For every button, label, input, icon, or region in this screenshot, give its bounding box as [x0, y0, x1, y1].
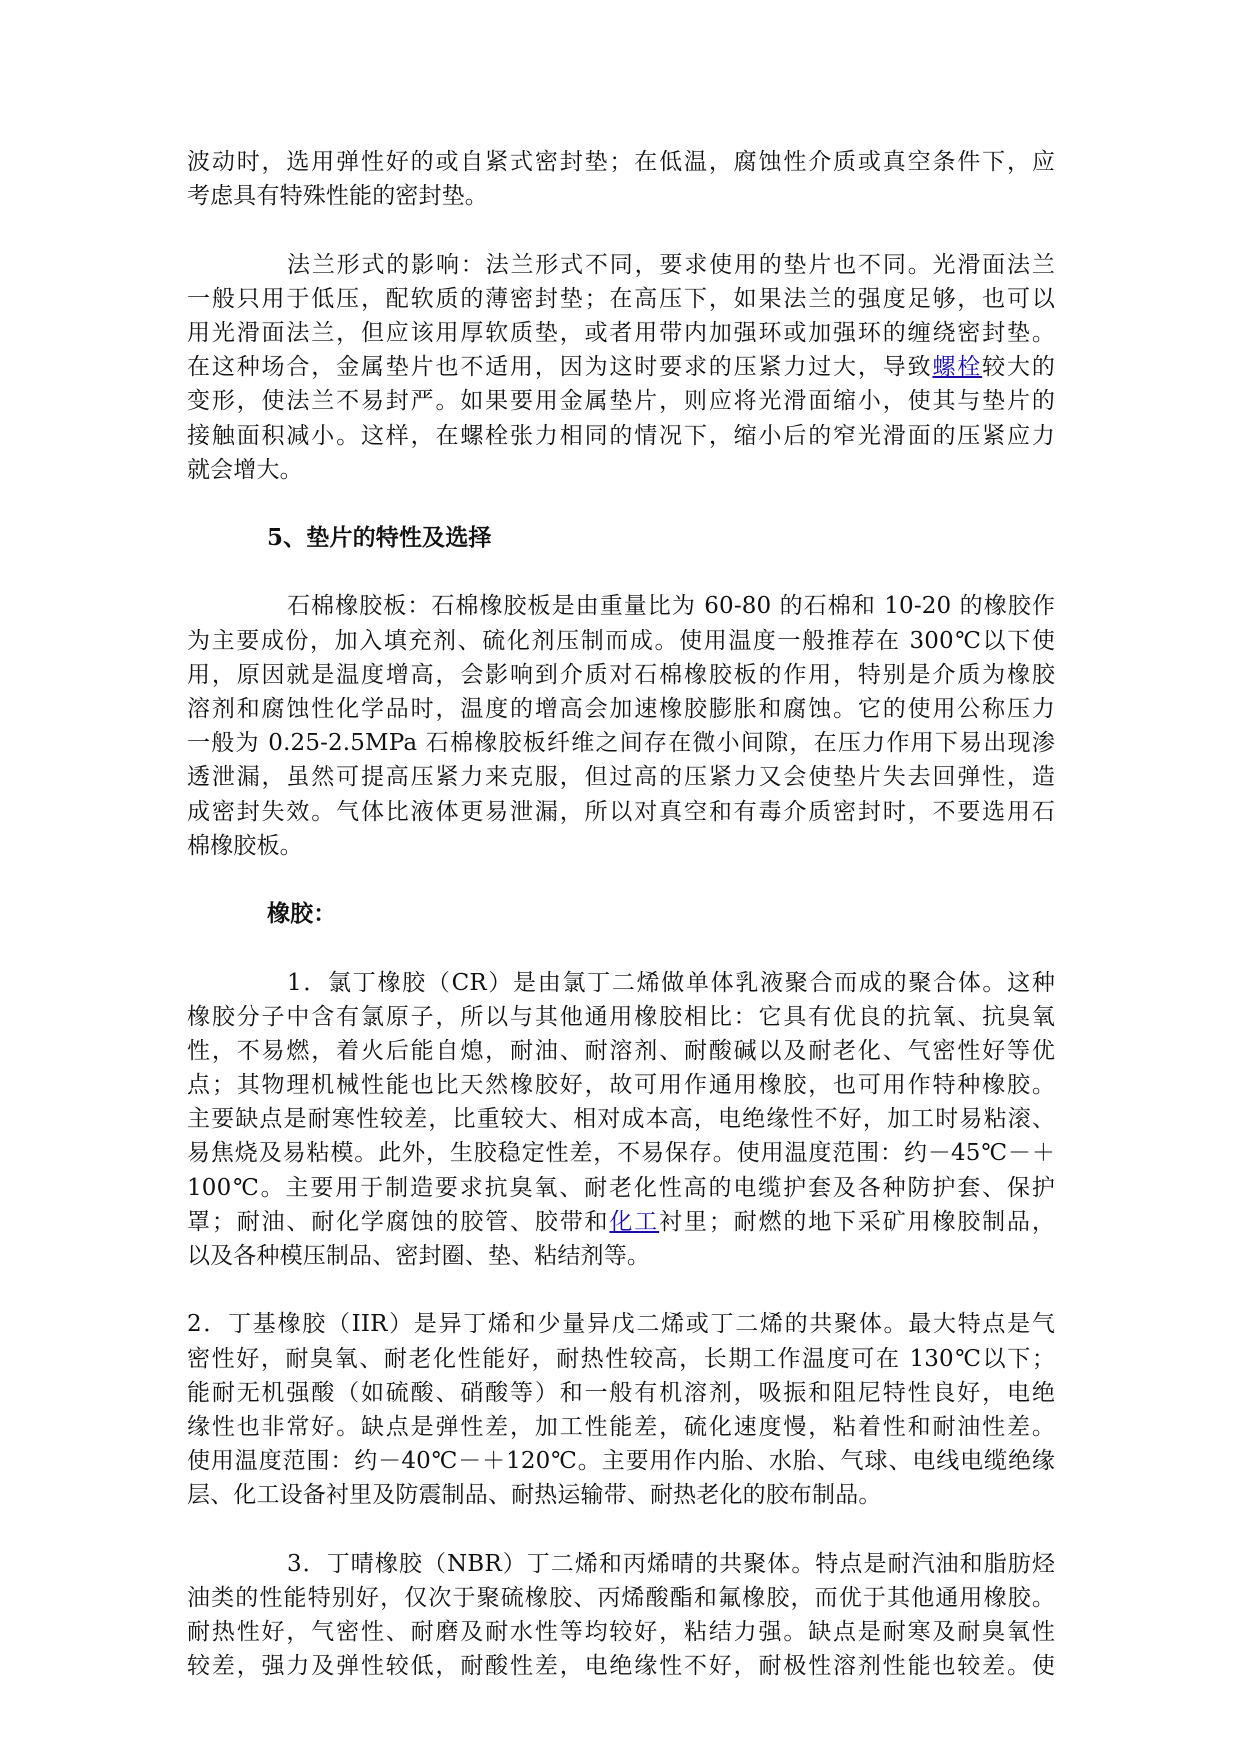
text-line: 波动时，选用弹性好的或自紧式密封垫；在低温，腐蚀性介质或真空条件下，应: [187, 149, 1055, 175]
paragraph-butyl-rubber: [187, 1307, 1055, 1512]
subsection-heading: 橡胶：: [267, 900, 337, 928]
text-line: 缘性也非常好。缺点是弹性差，加工性能差，硫化速度慢，粘着性和耐油性差。: [187, 1413, 1055, 1440]
text-line: 棉橡胶板。: [187, 832, 303, 859]
text-line: 2．丁基橡胶（IIR）是异丁烯和少量异戊二烯或丁二烯的共聚体。最大特点是气: [187, 1311, 1055, 1338]
text-line: 成密封失效。气体比液体更易泄漏，所以对真空和有毒介质密封时，不要选用石: [187, 798, 1055, 825]
chemical-industry-link[interactable]: 化工: [609, 1208, 660, 1235]
text-run: 衬里；耐燃的地下采矿用橡胶制品，: [659, 1208, 1055, 1235]
text-run: 在这种场合，金属垫片也不适用，因为这时要求的压紧力过大，导致: [187, 354, 933, 381]
text-line: 变形，使法兰不易封严。如果要用金属垫片，则应将光滑面缩小，使其与垫片的: [187, 388, 1055, 415]
section-heading: 5、垫片的特性及选择: [267, 524, 492, 552]
text-run: 较大的: [982, 354, 1056, 381]
text-line: 使用温度范围：约－40℃－＋120℃。主要用作内胎、水胎、气球、电线电缆绝缘: [187, 1448, 1055, 1475]
text-line: 油类的性能特别好，仅次于聚硫橡胶、丙烯酸酯和氟橡胶，而优于其他通用橡胶。: [187, 1584, 1055, 1611]
text-line: 用，原因就是温度增高，会影响到介质对石棉橡胶板的作用，特别是介质为橡胶: [187, 661, 1055, 688]
text-line: 3．丁晴橡胶（NBR）丁二烯和丙烯晴的共聚体。特点是耐汽油和脂肪烃: [287, 1550, 1055, 1577]
text-line: 接触面积减小。这样，在螺栓张力相同的情况下，缩小后的窄光滑面的压紧应力: [187, 422, 1055, 449]
text-line: 能耐无机强酸（如硫酸、硝酸等）和一般有机溶剂，吸振和阻尼特性良好，电绝: [187, 1379, 1055, 1406]
text-line: 石棉橡胶板：石棉橡胶板是由重量比为 60-80 的石棉和 10-20 的橡胶作: [287, 593, 1055, 620]
text-line: 橡胶分子中含有氯原子，所以与其他通用橡胶相比：它具有优良的抗氧、抗臭氧: [187, 1003, 1055, 1030]
text-line: 以及各种模压制品、密封圈、垫、粘结剂等。: [187, 1243, 650, 1269]
paragraph-nitrile-rubber: [187, 1547, 1055, 1684]
paragraph-seal-selection: [187, 145, 1055, 213]
document-page: [187, 145, 1055, 1683]
text-run: 罩；耐油、耐化学腐蚀的胶管、胶带和: [187, 1208, 610, 1235]
paragraph-flange-form: [187, 248, 1055, 487]
text-line: 一般只用于低压，配软质的薄密封垫；在高压下，如果法兰的强度足够，也可以: [187, 285, 1055, 312]
text-line: 耐热性好，气密性、耐磨及耐水性等均较好，粘结力强。缺点是耐寒及耐臭氧性: [187, 1619, 1055, 1646]
paragraph-chloroprene-rubber: [187, 966, 1055, 1274]
text-line: 层、化工设备衬里及防震制品、耐热运输带、耐热老化的胶布制品。: [187, 1482, 882, 1509]
text-line: 一般为 0.25-2.5MPa 石棉橡胶板纤维之间存在微小间隙，在压力作用下易出现渗: [187, 730, 1055, 757]
text-line: 性，不易燃，着火后能自熄，耐油、耐溶剂、耐酸碱以及耐老化、气密性好等优: [187, 1037, 1055, 1064]
text-line: 主要缺点是耐寒性较差，比重较大、相对成本高，电绝缘性不好，加工时易粘滚、: [187, 1106, 1055, 1133]
text-line: 溶剂和腐蚀性化学品时，温度的增高会加速橡胶膨胀和腐蚀。它的使用公称压力: [187, 696, 1055, 722]
text-line: 透泄漏，虽然可提高压紧力来克服，但过高的压紧力又会使垫片失去回弹性，造: [187, 764, 1055, 791]
paragraph-asbestos-rubber: [187, 589, 1055, 863]
text-line: 密性好，耐臭氧、耐老化性能好，耐热性较高，长期工作温度可在 130℃以下；: [187, 1345, 1055, 1372]
text-line: 考虑具有特殊性能的密封垫。: [187, 183, 488, 210]
bolt-link[interactable]: 螺栓: [932, 354, 983, 381]
text-line: 为主要成份，加入填充剂、硫化剂压制而成。使用温度一般推荐在 300℃以下使: [187, 627, 1055, 654]
text-line: 法兰形式的影响：法兰形式不同，要求使用的垫片也不同。光滑面法兰: [287, 251, 1055, 278]
text-line: [187, 350, 1055, 384]
text-line: 较差，强力及弹性较低，耐酸性差，电绝缘性不好，耐极性溶剂性能也较差。使: [187, 1653, 1055, 1680]
text-line: 1．氯丁橡胶（CR）是由氯丁二烯做单体乳液聚合而成的聚合体。这种: [287, 969, 1055, 996]
text-line: 就会增大。: [187, 456, 303, 483]
text-line: 易焦烧及易粘模。此外，生胶稳定性差，不易保存。使用温度范围：约－45℃－＋: [187, 1140, 1055, 1167]
text-line: [187, 1205, 1055, 1239]
text-line: 用光滑面法兰，但应该用厚软质垫，或者用带内加强环或加强环的缠绕密封垫。: [187, 319, 1055, 346]
text-line: 100℃。主要用于制造要求抗臭氧、耐老化性高的电缆护套及各种防护套、保护: [187, 1174, 1055, 1201]
text-line: 点；其物理机械性能也比天然橡胶好，故可用作通用橡胶，也可用作特种橡胶。: [187, 1072, 1055, 1099]
